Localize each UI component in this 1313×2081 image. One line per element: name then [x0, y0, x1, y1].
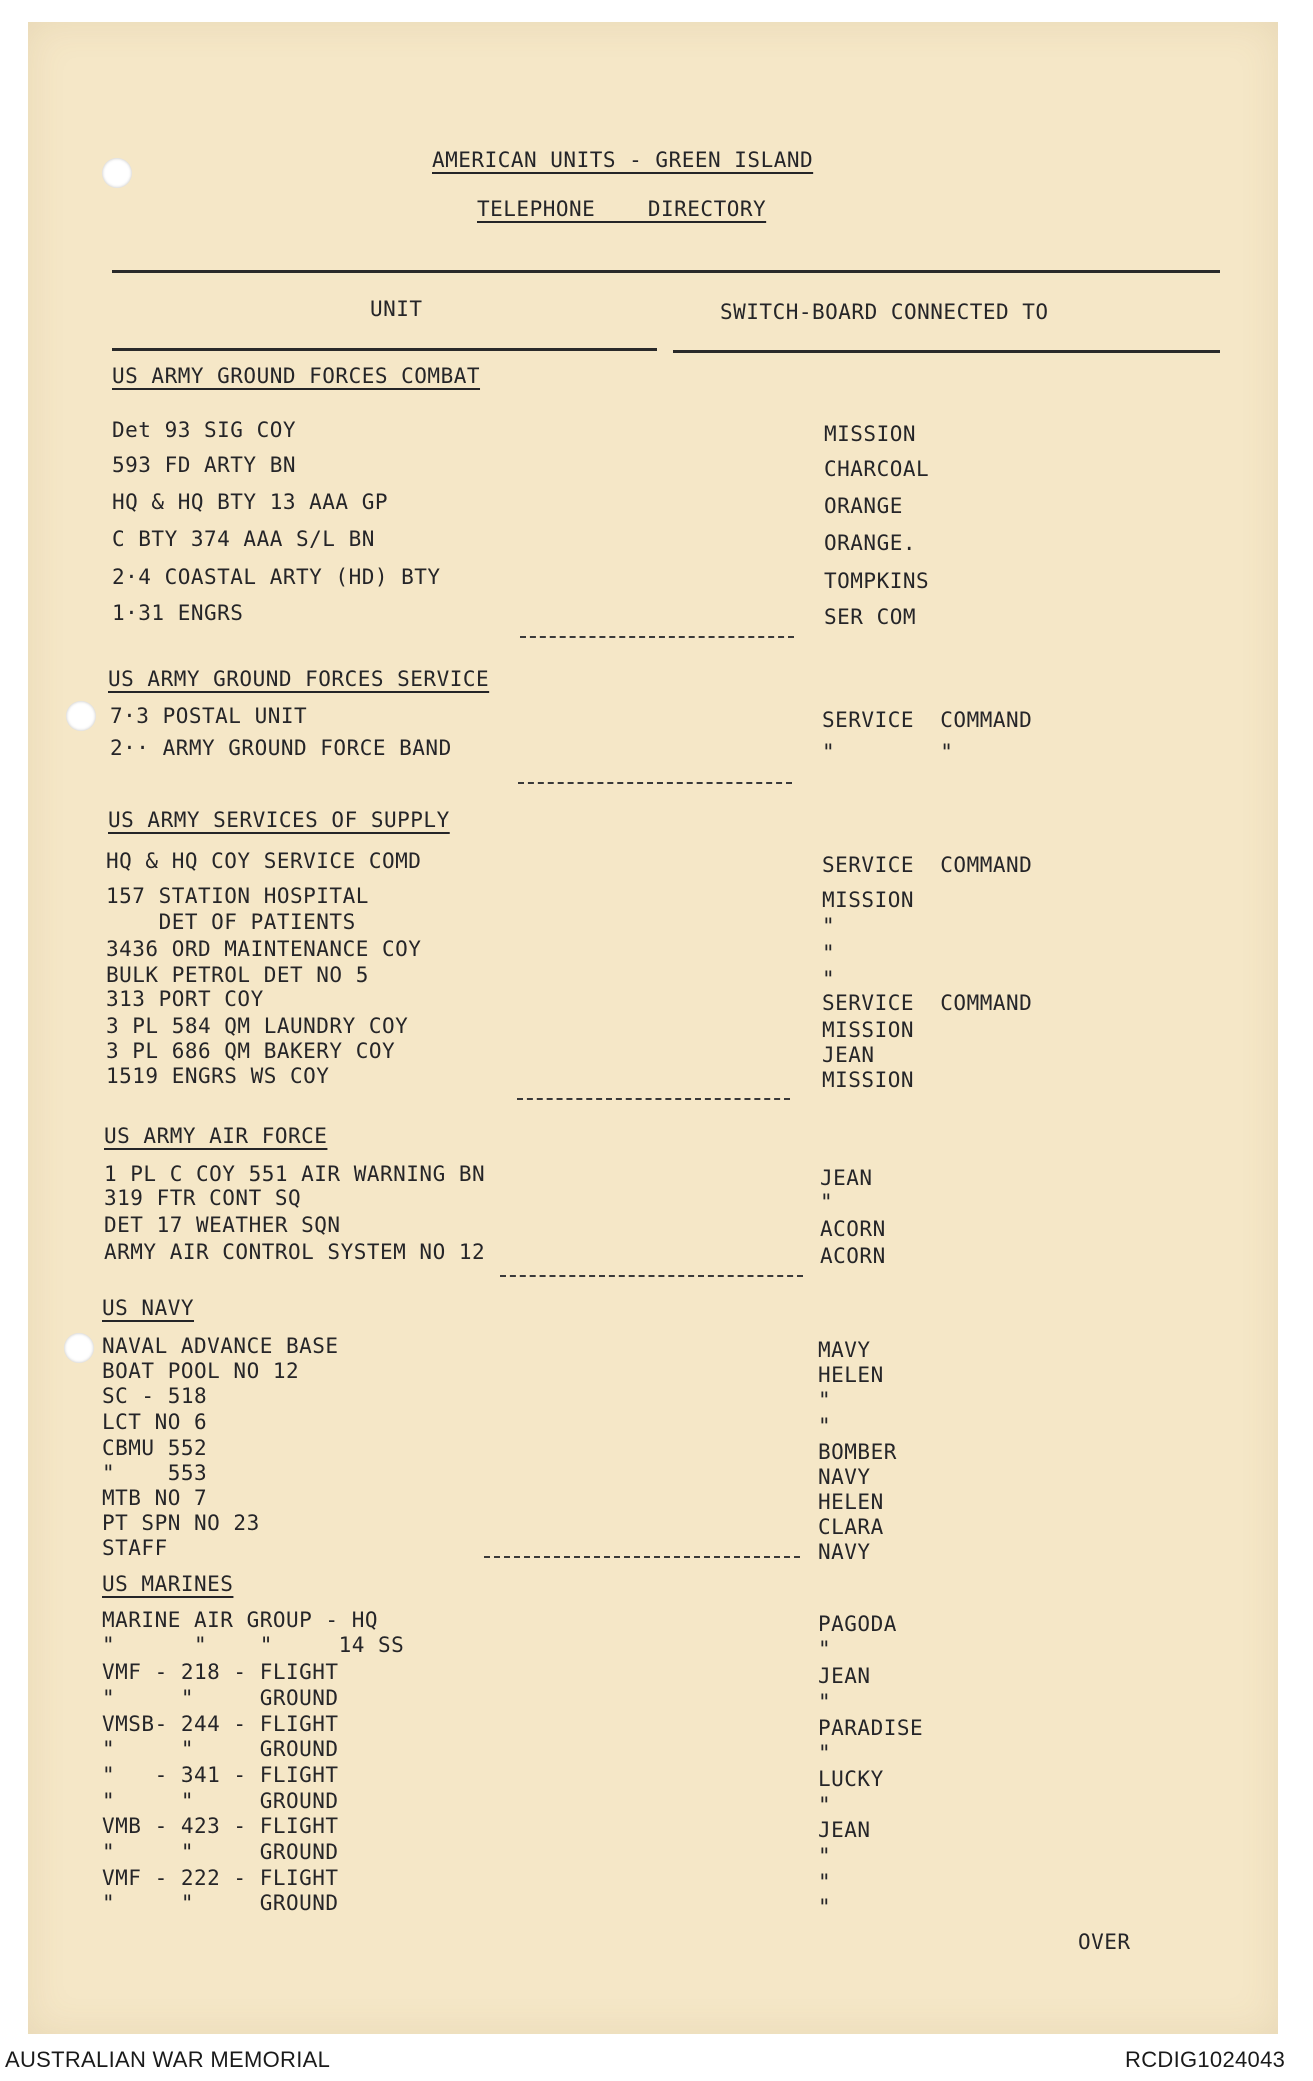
unit-name: 313 PORT COY [106, 987, 264, 1011]
column-header-unit: UNIT [370, 297, 423, 321]
switchboard-name: " [820, 1190, 834, 1214]
section-divider [518, 782, 792, 784]
unit-name: Det 93 SIG COY [112, 418, 297, 442]
switchboard-name: " [818, 1690, 832, 1714]
punch-hole-middle [66, 701, 96, 731]
switchboard-name: " [818, 1741, 832, 1765]
switchboard-name: MISSION [822, 1018, 915, 1042]
switchboard-name: MISSION [822, 1068, 915, 1092]
punch-hole-top [102, 158, 132, 188]
over-note: OVER [1078, 1930, 1131, 1954]
switchboard-name: " [822, 914, 836, 938]
document-subtitle: TELEPHONE DIRECTORY [477, 197, 767, 221]
unit-name: VMF - 218 - FLIGHT [102, 1660, 339, 1684]
unit-name: 1519 ENGRS WS COY [106, 1064, 330, 1088]
unit-name: BULK PETROL DET NO 5 [106, 963, 369, 987]
unit-name: CBMU 552 [102, 1436, 208, 1460]
unit-name: MTB NO 7 [102, 1486, 208, 1510]
section-heading: US ARMY AIR FORCE [104, 1124, 328, 1148]
switchboard-name: MISSION [824, 422, 917, 446]
unit-name: BOAT POOL NO 12 [102, 1359, 300, 1383]
section-divider [484, 1556, 800, 1558]
switchboard-name: SERVICE COMMAND [822, 853, 1033, 877]
unit-name: HQ & HQ BTY 13 AAA GP [112, 490, 389, 514]
unit-name: 2·· ARMY GROUND FORCE BAND [110, 736, 452, 760]
unit-name: ARMY AIR CONTROL SYSTEM NO 12 [104, 1240, 486, 1264]
unit-name: " " GROUND [102, 1891, 339, 1915]
section-divider [500, 1275, 803, 1277]
switchboard-name: CLARA [818, 1515, 884, 1539]
switchboard-name: NAVY [818, 1465, 871, 1489]
unit-name: 2·4 COASTAL ARTY (HD) BTY [112, 565, 441, 589]
unit-name: 7·3 POSTAL UNIT [110, 704, 308, 728]
switchboard-name: JEAN [818, 1664, 871, 1688]
unit-name: NAVAL ADVANCE BASE [102, 1334, 339, 1358]
switchboard-name: ORANGE. [824, 531, 917, 555]
switchboard-name: NAVY [818, 1540, 871, 1564]
switchboard-name: HELEN [818, 1363, 884, 1387]
unit-name: PT SPN NO 23 [102, 1511, 260, 1535]
unit-name: " - 341 - FLIGHT [102, 1763, 339, 1787]
header-rule-left [112, 348, 657, 351]
punch-hole-bottom [64, 1333, 94, 1363]
unit-name: " " GROUND [102, 1840, 339, 1864]
switchboard-name: PAGODA [818, 1612, 897, 1636]
switchboard-name: MAVY [818, 1338, 871, 1362]
unit-name: 319 FTR CONT SQ [104, 1186, 302, 1210]
unit-name: MARINE AIR GROUP - HQ [102, 1608, 379, 1632]
top-rule [112, 270, 1220, 273]
section-heading: US ARMY GROUND FORCES SERVICE [108, 667, 490, 691]
unit-name: " 553 [102, 1461, 208, 1485]
header-rule-right [673, 350, 1220, 353]
switchboard-name: TOMPKINS [824, 569, 930, 593]
switchboard-name: JEAN [820, 1166, 873, 1190]
switchboard-name: JEAN [822, 1043, 875, 1067]
switchboard-name: JEAN [818, 1818, 871, 1842]
switchboard-name: ACORN [820, 1244, 886, 1268]
switchboard-name: " [818, 1388, 832, 1412]
section-heading: US ARMY SERVICES OF SUPPLY [108, 808, 450, 832]
switchboard-name: HELEN [818, 1490, 884, 1514]
unit-name: HQ & HQ COY SERVICE COMD [106, 849, 422, 873]
switchboard-name: PARADISE [818, 1716, 924, 1740]
unit-name: 157 STATION HOSPITAL [106, 884, 369, 908]
unit-name: LCT NO 6 [102, 1410, 208, 1434]
switchboard-name: SERVICE COMMAND [822, 991, 1033, 1015]
footer-archive-name: AUSTRALIAN WAR MEMORIAL [5, 2047, 331, 2072]
unit-name: 3 PL 686 QM BAKERY COY [106, 1039, 396, 1063]
switchboard-name: LUCKY [818, 1767, 884, 1791]
unit-name: " " " 14 SS [102, 1633, 405, 1657]
unit-name: C BTY 374 AAA S/L BN [112, 527, 375, 551]
unit-name: VMSB- 244 - FLIGHT [102, 1712, 339, 1736]
switchboard-name: " [818, 1870, 832, 1894]
unit-name: DET 17 WEATHER SQN [104, 1213, 341, 1237]
unit-name: 1 PL C COY 551 AIR WARNING BN [104, 1162, 486, 1186]
switchboard-name: " [818, 1844, 832, 1868]
unit-name: 1·31 ENGRS [112, 601, 244, 625]
switchboard-name: MISSION [822, 888, 915, 912]
section-heading: US ARMY GROUND FORCES COMBAT [112, 364, 481, 388]
unit-name: DET OF PATIENTS [106, 910, 356, 934]
unit-name: VMB - 423 - FLIGHT [102, 1814, 339, 1838]
switchboard-name: " [818, 1414, 832, 1438]
unit-name: " " GROUND [102, 1686, 339, 1710]
unit-name: VMF - 222 - FLIGHT [102, 1866, 339, 1890]
unit-name: " " GROUND [102, 1789, 339, 1813]
switchboard-name: " [818, 1793, 832, 1817]
section-divider [517, 1098, 790, 1100]
column-header-switchboard: SWITCH-BOARD CONNECTED TO [720, 300, 1049, 324]
unit-name: SC - 518 [102, 1384, 208, 1408]
unit-name: 593 FD ARTY BN [112, 453, 297, 477]
section-heading: US NAVY [102, 1296, 195, 1320]
switchboard-name: ORANGE [824, 494, 903, 518]
switchboard-name: " [818, 1895, 832, 1919]
switchboard-name: " " [822, 740, 954, 764]
unit-name: 3436 ORD MAINTENANCE COY [106, 937, 422, 961]
footer-record-id: RCDIG1024043 [1125, 2047, 1286, 2072]
switchboard-name: SERVICE COMMAND [822, 708, 1033, 732]
switchboard-name: SER COM [824, 605, 917, 629]
unit-name: " " GROUND [102, 1737, 339, 1761]
document-title: AMERICAN UNITS - GREEN ISLAND [432, 148, 814, 172]
unit-name: STAFF [102, 1536, 168, 1560]
unit-name: 3 PL 584 QM LAUNDRY COY [106, 1014, 409, 1038]
switchboard-name: CHARCOAL [824, 457, 930, 481]
switchboard-name: ACORN [820, 1217, 886, 1241]
switchboard-name: " [818, 1637, 832, 1661]
section-heading: US MARINES [102, 1572, 234, 1596]
section-divider [520, 636, 794, 638]
switchboard-name: " [822, 967, 836, 991]
switchboard-name: " [822, 941, 836, 965]
switchboard-name: BOMBER [818, 1440, 897, 1464]
